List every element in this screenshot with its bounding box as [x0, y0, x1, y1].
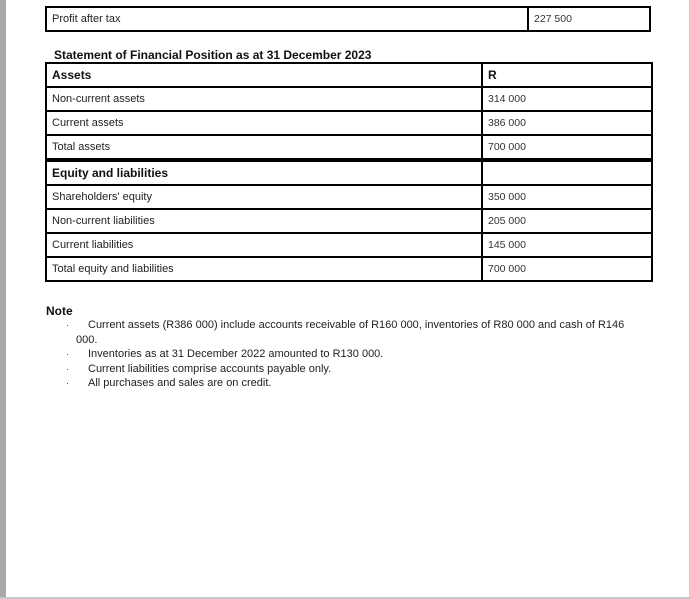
- bullet-icon: ·: [66, 378, 69, 388]
- empty-cell: [482, 160, 652, 185]
- note-text: Current assets (R386 000) include accounts receivable of R160 000, inventories of R80 000 and cash of R146: [88, 319, 625, 331]
- bullet-icon: ·: [66, 320, 69, 330]
- table-row: [46, 87, 652, 111]
- row-label: Total assets: [46, 135, 482, 160]
- table-header-row: [46, 63, 652, 87]
- profit-after-tax-label: Profit after tax: [46, 7, 528, 31]
- bullet-icon: ·: [66, 349, 69, 359]
- statement-title: Statement of Financial Position as at 31 December 2023: [54, 48, 372, 62]
- row-label: Non-current assets: [46, 87, 482, 111]
- table-section-row: [46, 160, 652, 185]
- profit-after-tax-table: [45, 6, 651, 32]
- equity-liabilities-heading: Equity and liabilities: [46, 160, 482, 185]
- list-item: [66, 318, 636, 333]
- table-row: [46, 7, 650, 31]
- note-text: Current liabilities comprise accounts payable only.: [88, 362, 332, 375]
- list-item: [66, 362, 636, 377]
- financial-position-table: [45, 62, 653, 282]
- row-value: 700 000: [482, 257, 652, 281]
- row-label: Current assets: [46, 111, 482, 135]
- note-text: 000.: [76, 333, 98, 346]
- row-value: 700 000: [482, 135, 652, 160]
- profit-after-tax-value: 227 500: [528, 7, 650, 31]
- table-row: [46, 209, 652, 233]
- table-row: [46, 111, 652, 135]
- notes-list: [66, 318, 636, 391]
- note-heading: Note: [46, 304, 73, 318]
- table-row: [46, 233, 652, 257]
- row-value: 314 000: [482, 87, 652, 111]
- bullet-icon: ·: [66, 363, 69, 374]
- list-item-continuation: [66, 333, 636, 348]
- row-label: Total equity and liabilities: [46, 257, 482, 281]
- row-label: Non-current liabilities: [46, 209, 482, 233]
- note-text: Inventories as at 31 December 2022 amounted to R130 000.: [88, 348, 384, 360]
- list-item: [66, 347, 636, 362]
- row-value: 145 000: [482, 233, 652, 257]
- note-text: All purchases and sales are on credit.: [88, 377, 272, 389]
- row-value: 205 000: [482, 209, 652, 233]
- row-label: Shareholders' equity: [46, 185, 482, 209]
- assets-heading: Assets: [46, 63, 482, 87]
- row-value: 350 000: [482, 185, 652, 209]
- list-item: [66, 376, 636, 391]
- table-row: [46, 135, 652, 160]
- table-row: [46, 257, 652, 281]
- table-row: [46, 185, 652, 209]
- row-value: 386 000: [482, 111, 652, 135]
- viewer-left-edge: [0, 0, 6, 599]
- currency-heading: R: [482, 63, 652, 87]
- row-label: Current liabilities: [46, 233, 482, 257]
